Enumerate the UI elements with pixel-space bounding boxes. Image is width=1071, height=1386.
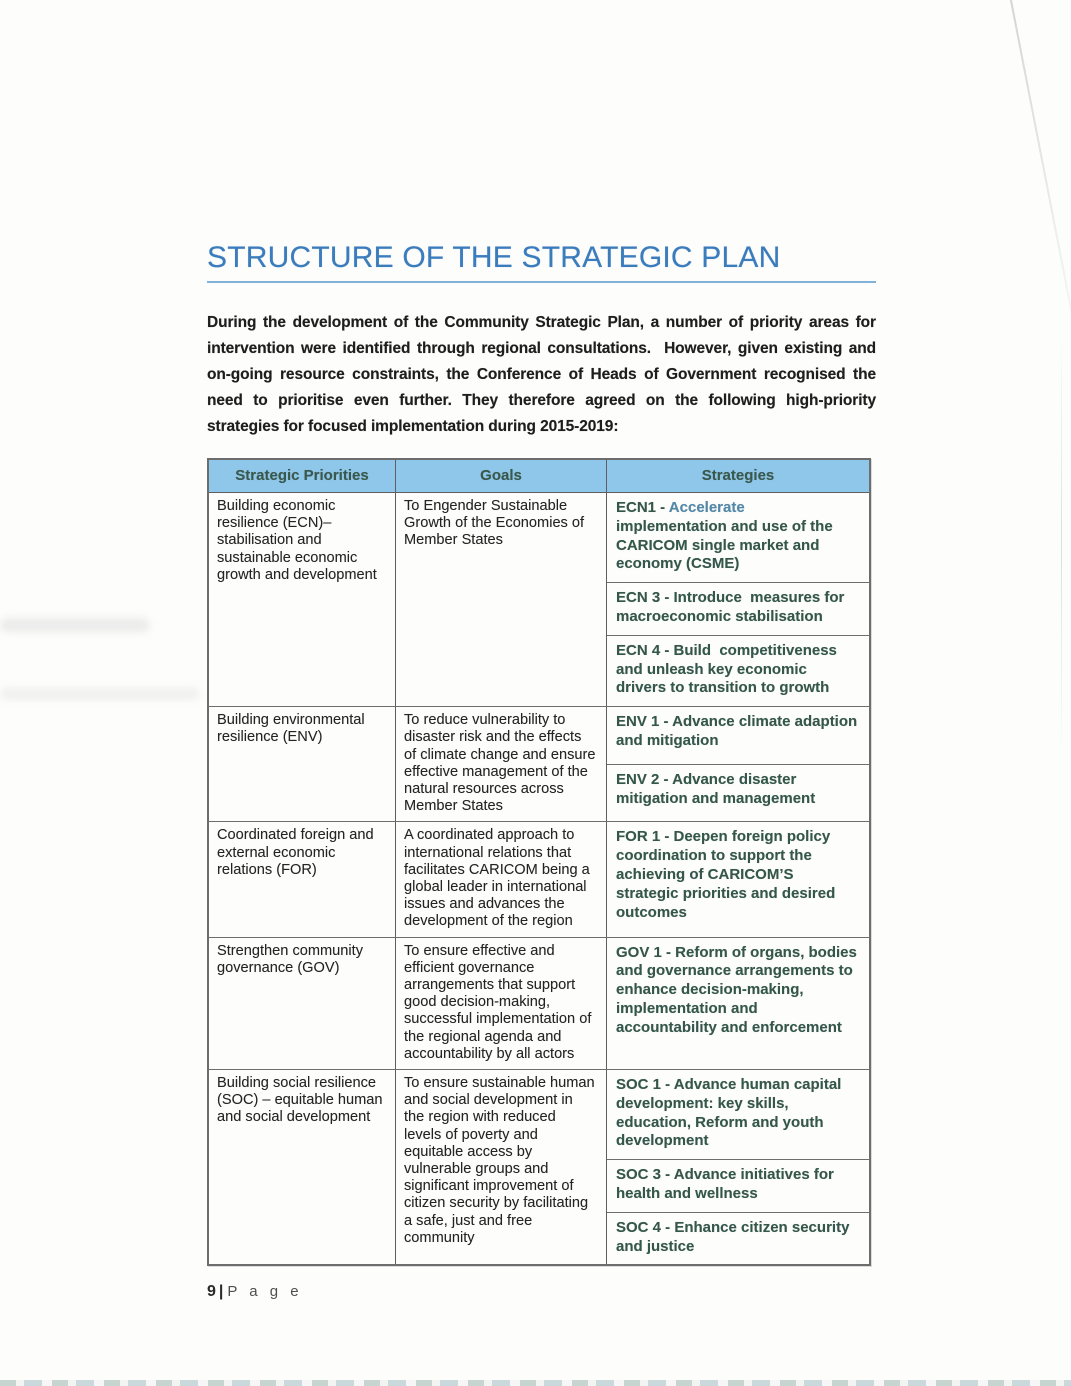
strategy-item: ENV 1 - Advance climate adaption and mitigation [616,713,858,749]
strategy-item: FOR 1 - Deepen foreign policy coordination to support the achieving of CARICOM’S strategic priorities and desired outcomes [616,828,836,921]
intro-paragraph: During the development of the Community Strategic Plan, a number of priority areas for intervention were identified through regional consultations. However, given existing and on-going resource constraints, the Conference of Heads of Government recognised the need to prioritise even further. They therefore agreed on the following high-priority strategies for focused implementation during 2015-2019: [207,314,876,435]
footer-separator: | [218,1283,224,1301]
strategy-item: ECN 3 - Introduce measures for macroeconomic stabilisation [607,582,869,635]
strategies-cell [606,938,869,1069]
strategy-item: ENV 2 - Advance disaster mitigation and management [607,764,869,822]
table-header-row [209,460,869,493]
header-cell-strategic-priorities: Strategic Priorities [235,467,369,484]
strategy-item: ECN1 - Accelerate implementation and use of the CARICOM single market and economy (CSME) [616,499,833,573]
accent-word: Accelerate [668,499,745,516]
strategic-plan-table [207,458,871,1266]
priority-cell: Building environmental resilience (ENV) [217,712,365,746]
table-row [209,1069,869,1264]
table-body [209,493,869,1264]
scan-smudge [0,618,150,632]
priority-cell: Coordinated foreign and external economic relations (FOR) [217,827,374,878]
header-cell-goals: Goals [395,460,606,492]
footer-label: P a g e [227,1283,303,1301]
strategy-item: SOC 3 - Advance initiatives for health and wellness [607,1159,869,1212]
priority-cell: Building economic resilience (ECN)– stabilisation and sustainable economic growth and development [217,498,377,583]
title-rule [207,281,876,283]
strategies-cell [606,493,869,706]
goal-cell: To Engender Sustainable Growth of the Economies of Member States [395,493,606,706]
table-row [209,493,869,706]
scan-edge-line [1061,330,1063,760]
goal-cell: To ensure effective and efficient governance arrangements that support good decision-making, successful implementation of the regional agenda and accountability by all actors [395,938,606,1069]
page-number: 9 [207,1283,217,1301]
strategy-item: SOC 4 - Enhance citizen security and justice [607,1212,869,1265]
strategies-cell [606,1070,869,1264]
priority-cell: Building social resilience (SOC) – equitable human and social development [217,1075,383,1126]
strategies-cell [606,822,869,936]
table-row [209,821,869,936]
goal-cell: To reduce vulnerability to disaster risk and the effects of climate change and ensure effective management of the natural resources across Member States [395,707,606,821]
header-cell-strategies: Strategies [606,460,869,492]
goal-cell: A coordinated approach to international relations that facilitates CARICOM being a global leader in international issues and advances the development of the region [395,822,606,936]
strategies-cell [606,707,869,821]
scan-smudge [0,688,200,700]
page-content [207,241,876,1301]
page-footer [207,1283,876,1301]
strategy-item: ECN 4 - Build competitiveness and unleash key economic drivers to transition to growth [607,635,869,706]
goal-cell: To ensure sustainable human and social development in the region with reduced levels of poverty and equitable access by vulnerable groups and significant improvement of citizen security by facilitating a safe, just and free community [395,1070,606,1264]
strategy-item: GOV 1 - Reform of organs, bodies and governance arrangements to enhance decision-making, implementation and accountability and enforcement [616,943,857,1036]
table-row [209,706,869,821]
priority-cell: Strengthen community governance (GOV) [217,942,364,976]
strategy-item: SOC 1 - Advance human capital development: key skills, education, Reform and youth development [616,1076,842,1150]
page-title: STRUCTURE OF THE STRATEGIC PLAN [207,241,781,274]
table-row [209,937,869,1069]
scan-bottom-edge [0,1380,1071,1386]
